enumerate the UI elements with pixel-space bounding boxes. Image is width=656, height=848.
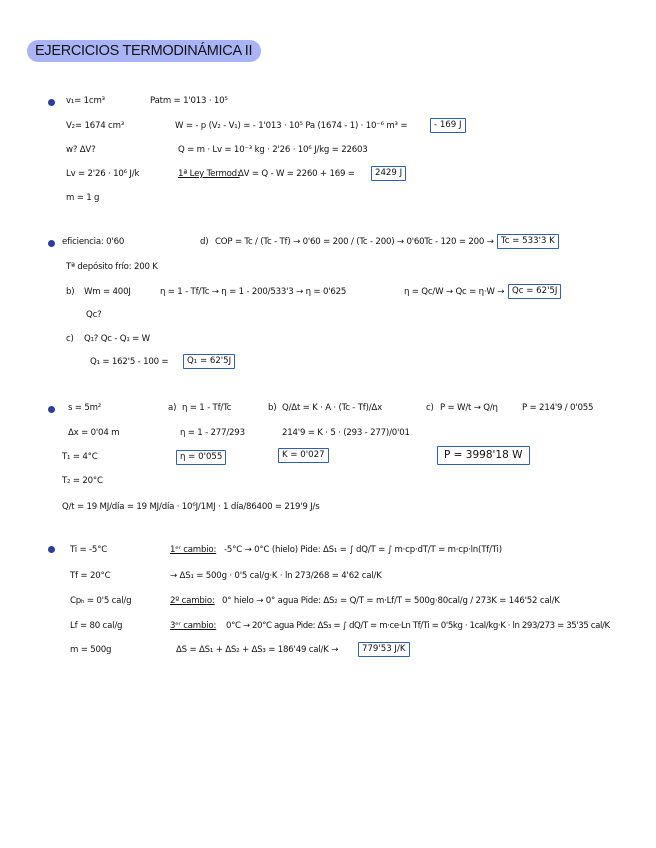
ex1-mass: m = 1 g: [66, 193, 100, 203]
exercise-2-bullet: [48, 240, 55, 247]
ex3-flow-eq: Q/t = 19 MJ/día = 19 MJ/día · 10⁶J/1MJ · 1 día/86400 = 219'9 J/s: [62, 502, 320, 512]
ex4-tf: Tf = 20°C: [70, 571, 111, 581]
ex3-b-result: K = 0'027: [278, 448, 329, 463]
ex4-ti: Ti = -5°C: [70, 545, 108, 555]
ex2-cop-eq: COP = Tc / (Tc - Tf) → 0'60 = 200 / (Tc - 200) → 0'60Tc - 120 = 200 →: [215, 237, 494, 247]
ex4-cph: Cpₕ = 0'5 cal/g: [70, 596, 132, 606]
ex1-law-label: 1ª Ley Termod:: [178, 169, 240, 179]
ex2-qc-result: Qc = 62'5J: [508, 284, 561, 299]
exercise-4-bullet: [48, 546, 55, 553]
ex3-a-label: a): [168, 403, 177, 413]
ex3-a-eq1: η = 1 - Tf/Tc: [182, 403, 232, 413]
ex3-b-eq2: 214'9 = K · 5 · (293 - 277)/0'01: [282, 428, 410, 438]
ex1-patm: Patm = 1'013 · 10⁵: [150, 96, 228, 106]
ex4-m: m = 500g: [70, 645, 112, 655]
ex2-eta-eq: η = 1 - Tf/Tc → η = 1 - 200/533'3 → η = 0'625: [160, 287, 347, 297]
ex1-ask: w? ΔV?: [66, 145, 96, 155]
ex1-lv: Lv = 2'26 · 10⁶ J/k: [66, 169, 140, 179]
ex1-v1: v₁= 1cm³: [66, 96, 105, 106]
ex3-c-eq2: P = 214'9 / 0'055: [522, 403, 594, 413]
ex4-c1b-eq: → ΔS₁ = 500g · 0'5 cal/g·K · ln 273/268 = 4'62 cal/K: [170, 571, 382, 581]
ex4-c3-label: 3ᵉʳ cambio:: [170, 621, 217, 631]
ex2-deposit: Tª depósito frío: 200 K: [66, 262, 158, 272]
ex4-total-result: 779'53 J/K: [358, 642, 410, 657]
ex3-a-result: η = 0'055: [176, 450, 226, 465]
ex3-dx: Δx = 0'04 m: [68, 428, 120, 438]
ex3-c-eq: P = W/t → Q/η: [440, 403, 498, 413]
ex3-b-eq1: Q/Δt = K · A · (Tc - Tf)/Δx: [282, 403, 382, 413]
ex3-s: s = 5m²: [68, 403, 102, 413]
ex2-d-label: d): [200, 237, 209, 247]
ex1-v2: V₂= 1674 cm³: [66, 121, 124, 131]
ex4-lf: Lf = 80 cal/g: [70, 621, 123, 631]
ex2-c-label: c): [66, 334, 74, 344]
ex2-eff: eficiencia: 0'60: [62, 237, 125, 247]
page-title: EJERCICIOS TERMODINÁMICA II: [27, 40, 261, 62]
ex4-c2-label: 2º cambio:: [170, 596, 215, 606]
ex3-t2: T₂ = 20°C: [62, 476, 103, 486]
ex2-c-line2: Q₁ = 162'5 - 100 =: [90, 357, 169, 367]
ex1-law-result: 2429 J: [371, 166, 406, 181]
ex3-b-label: b): [268, 403, 277, 413]
ex4-c1-eq: -5°C → 0°C (hielo) Pide: ΔS₁ = ∫ dQ/T = ∫ m·cp·dT/T = m·cp·ln(Tf/Ti): [224, 545, 502, 555]
ex2-qc-question: Qc?: [86, 310, 102, 320]
ex2-c-line1: Q₁? Qc - Q₁ = W: [84, 334, 150, 344]
exercise-1-bullet: [48, 99, 55, 106]
ex1-q-eq: Q = m · Lv = 10⁻³ kg · 2'26 · 10⁶ J/kg = 22603: [178, 145, 368, 155]
ex3-a-eq2: η = 1 - 277/293: [180, 428, 245, 438]
ex3-c-result: P = 3998'18 W: [437, 446, 530, 465]
ex4-c3-eq: 0°C → 20°C agua Pide: ΔS₃ = ∫ dQ/T = m·ce·Ln Tf/Ti = 0'5kg · 1cal/kg·K · ln 293/273 = 35'35 cal/K: [226, 621, 610, 631]
ex2-c-result: Q₁ = 62'5J: [183, 354, 235, 369]
ex3-t1: T₁ = 4°C: [62, 452, 98, 462]
ex4-c2-eq: 0° hielo → 0° agua Pide: ΔS₂ = Q/T = m·Lf/T = 500g·80cal/g / 273K = 146'52 cal/K: [222, 596, 560, 606]
ex1-work-eq: W = - p (V₂ - V₁) = - 1'013 · 10⁵ Pa (1674 - 1) · 10⁻⁶ m³ =: [175, 121, 408, 131]
ex1-law-eq: ΔV = Q - W = 2260 + 169 =: [238, 169, 355, 179]
ex2-wm: Wm = 400J: [84, 287, 131, 297]
ex3-c-label: c): [426, 403, 434, 413]
exercise-3-bullet: [48, 406, 55, 413]
ex4-c1-label: 1ᵉʳ cambio:: [170, 545, 217, 555]
ex2-eta2-eq: η = Qc/W → Qc = η·W →: [404, 287, 505, 297]
ex2-cop-result: Tc = 533'3 K: [497, 234, 559, 249]
ex4-total-eq: ΔS = ΔS₁ + ΔS₂ + ΔS₃ = 186'49 cal/K →: [176, 645, 339, 655]
ex1-work-result: - 169 J: [430, 118, 466, 133]
ex2-b-label: b): [66, 287, 75, 297]
